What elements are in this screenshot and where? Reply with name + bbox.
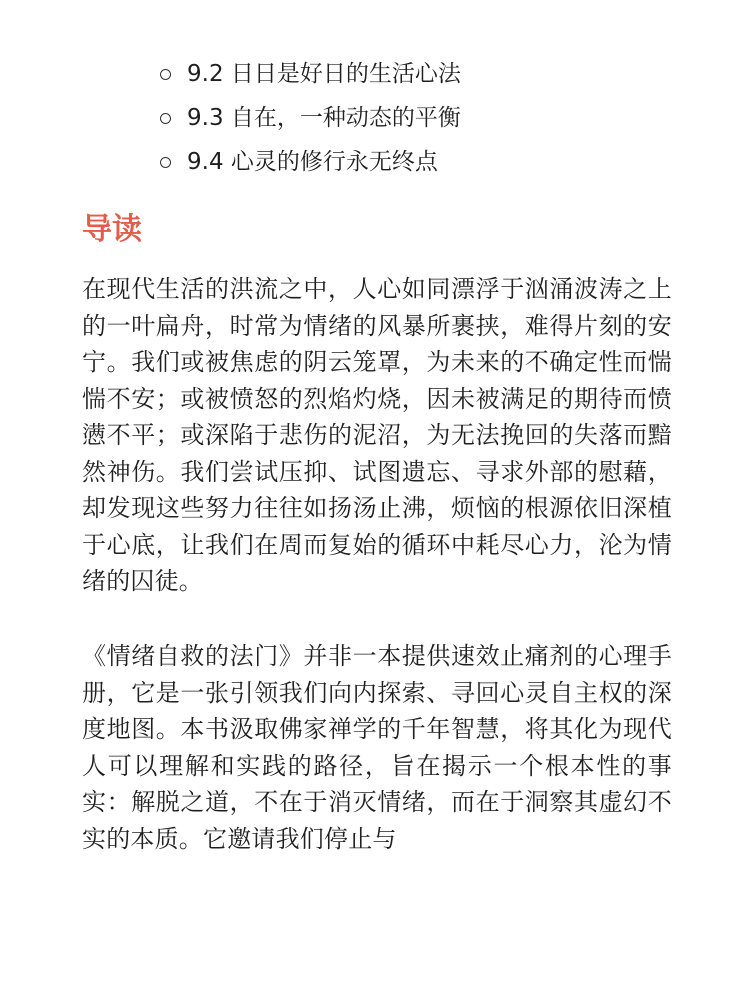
toc-item[interactable] xyxy=(160,96,461,140)
table-of-contents-list xyxy=(160,52,461,184)
body-paragraph: 在现代生活的洪流之中，人心如同漂浮于汹涌波涛之上的一叶扁舟，时常为情绪的风暴所裹挟，难得片刻的安宁。我们或被焦虑的阴云笼罩，为未来的不确定性而惴惴不安；或被愤怒的烈焰灼烧，因未被满足的期待而愤懑不平；或深陷于悲伤的泥沼，为无法挽回的失落而黯然神伤。我们尝试压抑、试图遗忘、寻求外部的慰藉，却发现这些努力往往如扬汤止沸，烦恼的根源依旧深植于心底，让我们在周而复始的循环中耗尽心力，沦为情绪的囚徒。 xyxy=(82,275,672,595)
body-paragraph: 《情绪自救的法门》并非一本提供速效止痛剂的心理手册，它是一张引领我们向内探索、寻回心灵自主权的深度地图。本书汲取佛家禅学的千年智慧，将其化为现代人可以理解和实践的路径，旨在揭示一个根本性的事实：解脱之道，不在于消灭情绪，而在于洞察其虚幻不实的本质。它邀请我们停止与 xyxy=(82,642,672,853)
toc-item-label: 9.2 日日是好日的生活心法 xyxy=(187,61,461,87)
hollow-circle-bullet-icon xyxy=(160,113,171,124)
hollow-circle-bullet-icon xyxy=(160,157,171,168)
toc-item[interactable] xyxy=(160,140,461,184)
section-heading: 导读 xyxy=(82,212,142,247)
hollow-circle-bullet-icon xyxy=(160,69,171,80)
toc-item[interactable] xyxy=(160,52,461,96)
toc-item-label: 9.4 心灵的修行永无终点 xyxy=(187,149,438,175)
toc-item-label: 9.3 自在，一种动态的平衡 xyxy=(187,105,461,131)
